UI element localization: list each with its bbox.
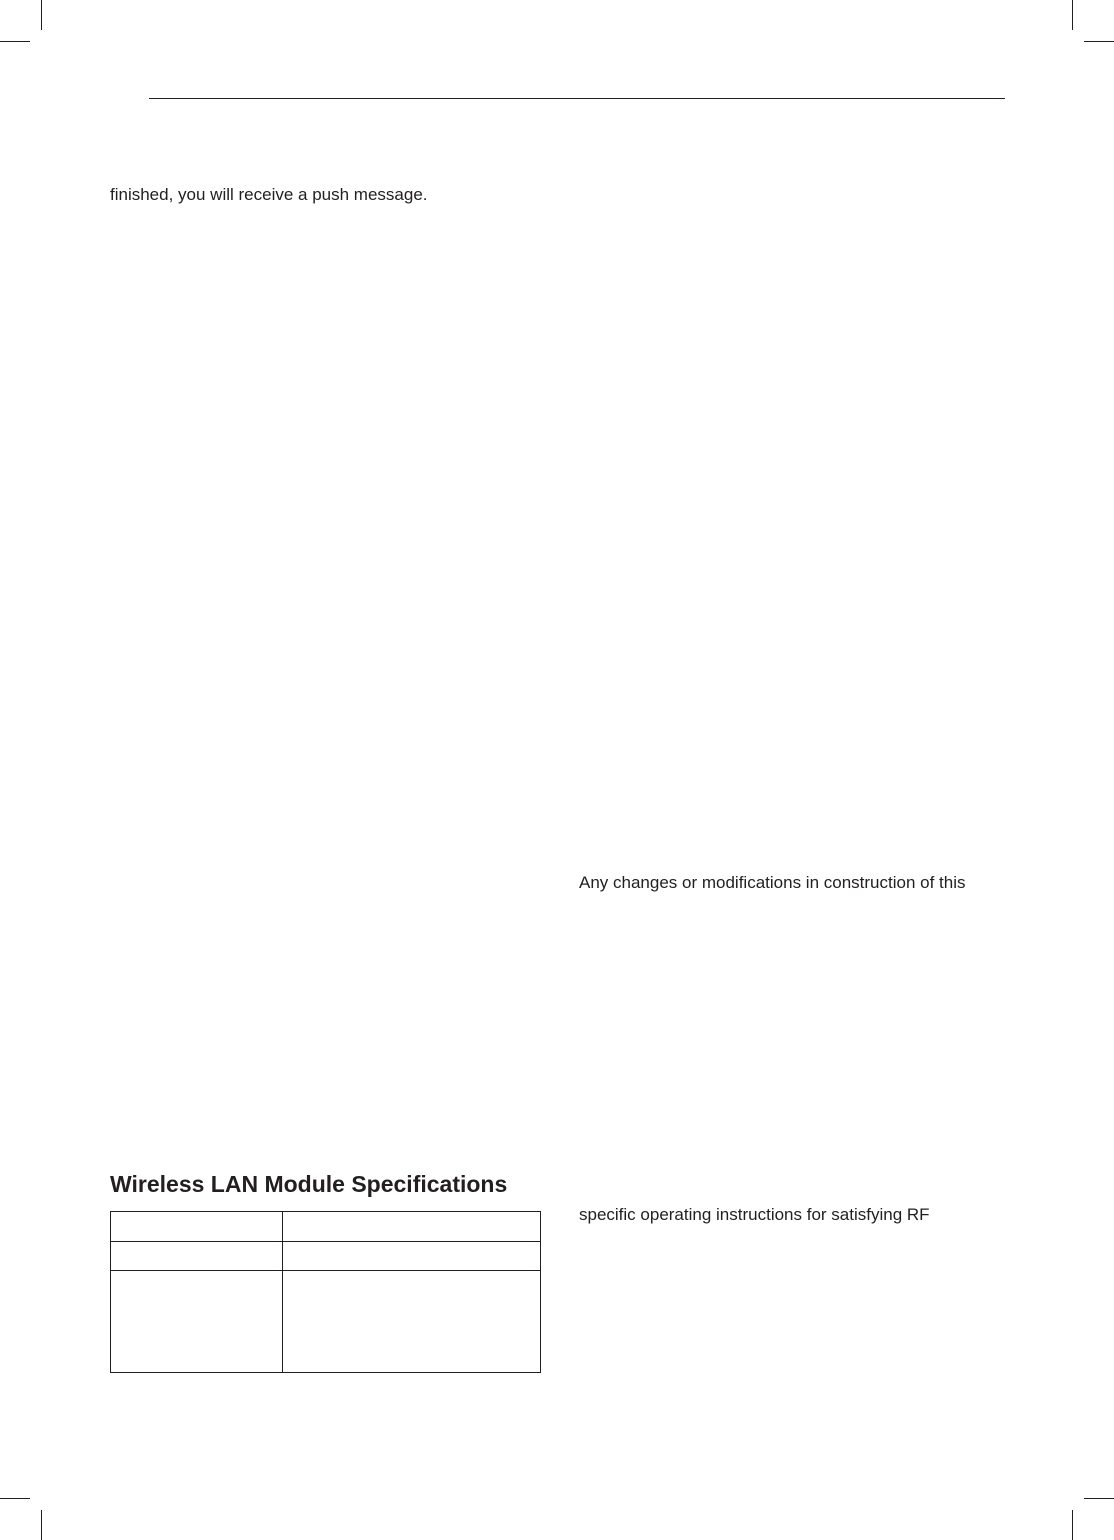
table-cell <box>283 1271 541 1373</box>
rf-exposure-fragment: specific operating instructions for satisfying RF <box>579 1205 930 1224</box>
crop-mark-bottom-left-horizontal <box>0 1498 30 1499</box>
crop-mark-top-left-vertical <box>41 0 42 30</box>
table-row <box>111 1212 541 1242</box>
crop-mark-top-right-horizontal <box>1084 41 1114 42</box>
specifications-table <box>110 1211 541 1373</box>
table-cell <box>111 1242 283 1271</box>
header-rule <box>149 98 1005 99</box>
section-heading: Wireless LAN Module Specifications <box>110 1171 508 1197</box>
crop-mark-bottom-right-horizontal <box>1084 1498 1114 1499</box>
table-cell <box>283 1212 541 1242</box>
table-cell <box>111 1212 283 1242</box>
paragraph-fragment: finished, you will receive a push message. <box>110 185 428 204</box>
crop-mark-top-left-horizontal <box>0 41 30 42</box>
crop-mark-bottom-left-vertical <box>41 1510 42 1540</box>
table-cell <box>111 1271 283 1373</box>
crop-mark-top-right-vertical <box>1072 0 1073 30</box>
crop-mark-bottom-right-vertical <box>1072 1510 1073 1540</box>
fcc-notice-fragment: Any changes or modifications in construction of this <box>579 873 966 892</box>
table-cell <box>283 1242 541 1271</box>
table-row <box>111 1242 541 1271</box>
table-row <box>111 1271 541 1373</box>
